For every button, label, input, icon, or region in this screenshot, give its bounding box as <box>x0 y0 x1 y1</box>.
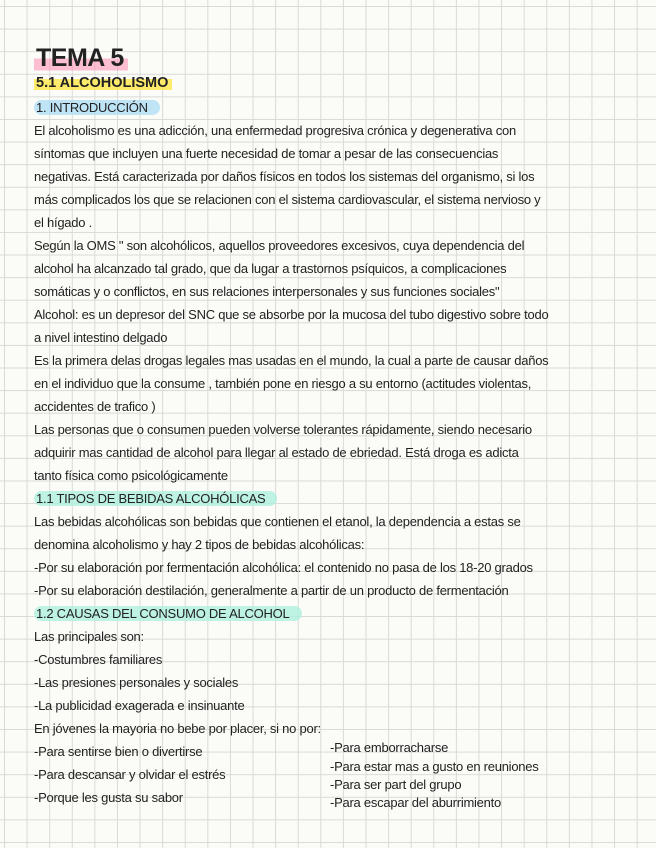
list-item: -Por su elaboración por fermentación alcohólica: el contenido no pasa de los 18-20 grados <box>34 560 533 575</box>
paragraph-line: denomina alcoholismo y hay 2 tipos de bebidas alcohólicas: <box>34 537 365 552</box>
paragraph-line: somáticas y o conflictos, en sus relaciones interpersonales y sus funciones sociales" <box>34 284 500 299</box>
list-item: -Porque les gusta su sabor <box>34 790 183 805</box>
list-item: -Para sentirse bien o divertirse <box>34 744 203 759</box>
paragraph-line: adquirir mas cantidad de alcohol para llegar al estado de ebriedad. Está droga es adicta <box>34 445 519 460</box>
list-item: -La publicidad exagerada e insinuante <box>34 698 245 713</box>
paragraph-line: a nivel intestino delgado <box>34 330 168 345</box>
list-item: -Para descansar y olvidar el estrés <box>34 767 226 782</box>
list-item: -Para ser part del grupo <box>330 777 462 792</box>
paragraph-line: Las bebidas alcohólicas son bebidas que contienen el etanol, la dependencia a estas se <box>34 514 521 529</box>
paragraph-line: Es la primera delas drogas legales mas usadas en el mundo, la cual a parte de causar daños <box>34 353 549 368</box>
list-item: -Por su elaboración destilación, generalmente a partir de un producto de fermentación <box>34 583 509 598</box>
paragraph-line: negativas. Está caracterizada por daños físicos en todos los sistemas del organismo, si los <box>34 169 535 184</box>
paragraph-line: accidentes de trafico ) <box>34 399 156 414</box>
list-item: -Para escapar del aburrimiento <box>330 795 501 810</box>
section-heading-introduccion: 1. INTRODUCCIÓN <box>34 100 160 115</box>
paragraph-line: Según la OMS " son alcohólicos, aquellos proveedores excesivos, cuya dependencia del <box>34 238 525 253</box>
paragraph-line: Alcohol: es un depresor del SNC que se absorbe por la mucosa del tubo digestivo sobre todo <box>34 307 549 322</box>
paragraph-line: el hígado . <box>34 215 92 230</box>
page-subtitle: 5.1 ALCOHOLISMO <box>34 75 172 91</box>
paragraph-line: El alcoholismo es una adicción, una enfermedad progresiva crónica y degenerativa con <box>34 123 516 138</box>
page-title: TEMA 5 <box>34 44 128 73</box>
paragraph-line: más complicados los que se relacionen con el sistema cardiovascular, el sistema nervioso y <box>34 192 541 207</box>
paragraph-line: síntomas que incluyen una fuerte necesidad de tomar a pesar de las consecuencias <box>34 146 499 161</box>
paragraph-line: alcohol ha alcanzado tal grado, que da lugar a trastornos psíquicos, a complicaciones <box>34 261 507 276</box>
paragraph-line: Las personas que o consumen pueden volverse tolerantes rápidamente, siendo necesario <box>34 422 532 437</box>
paragraph-line: tanto física como psicológicamente <box>34 468 228 483</box>
paragraph-line: En jóvenes la mayoria no bebe por placer, si no por: <box>34 721 321 736</box>
paragraph-line: Las principales son: <box>34 629 144 644</box>
list-item: -Para estar mas a gusto en reuniones <box>330 759 539 774</box>
list-item: -Las presiones personales y sociales <box>34 675 239 690</box>
section-heading-tipos: 1.1 TIPOS DE BEBIDAS ALCOHÓLICAS <box>34 491 277 506</box>
section-heading-causas: 1.2 CAUSAS DEL CONSUMO DE ALCOHOL <box>34 606 302 621</box>
paragraph-line: en el individuo que la consume , también pone en riesgo a su entorno (actitudes violentas, <box>34 376 532 391</box>
list-item: -Para emborracharse <box>330 740 449 755</box>
list-item: -Costumbres familiares <box>34 652 163 667</box>
